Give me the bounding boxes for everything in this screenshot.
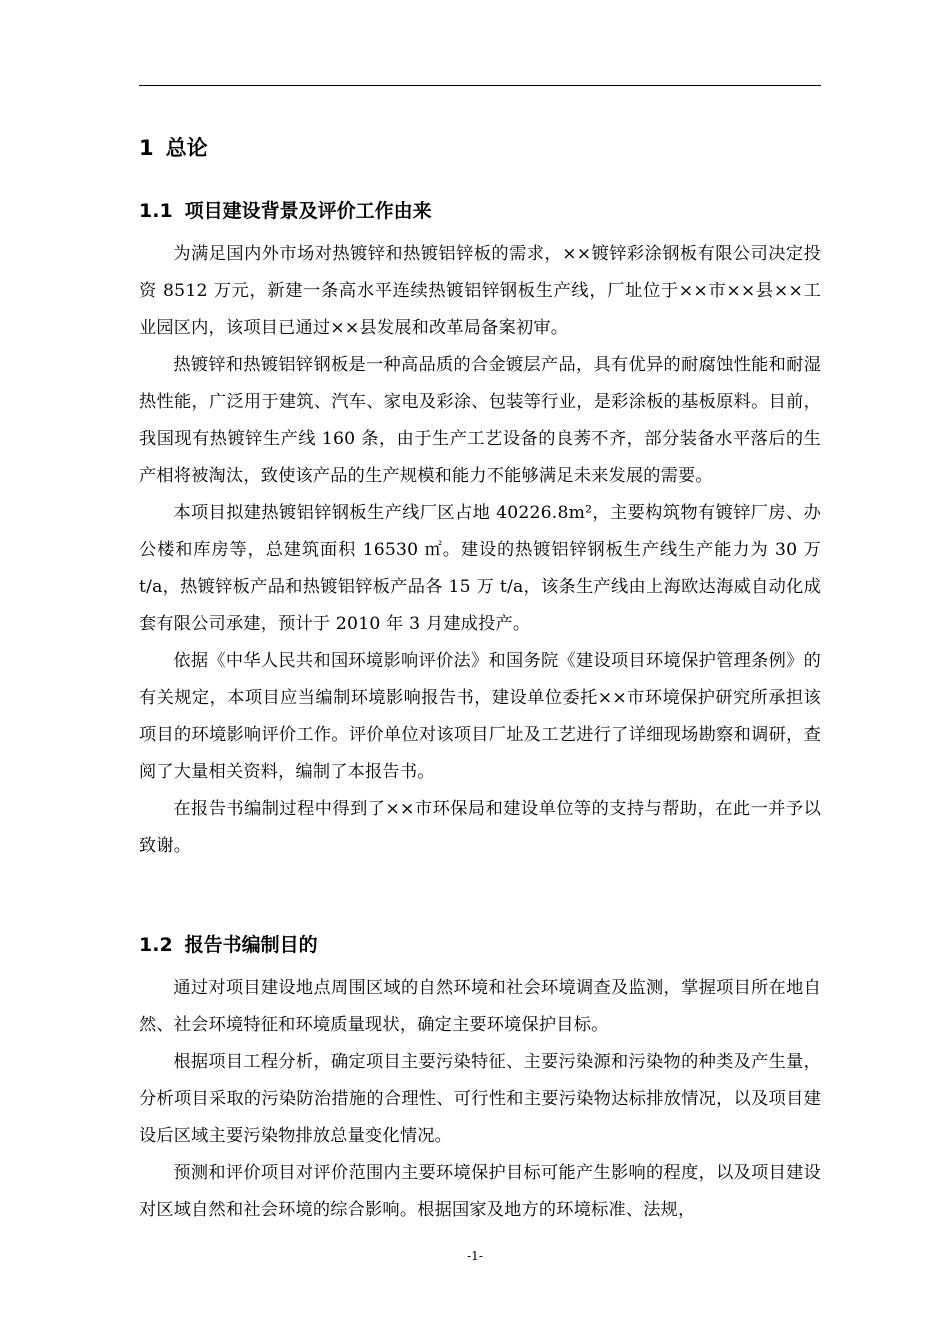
page-number: -1- bbox=[467, 1249, 483, 1263]
paragraph: 根据项目工程分析，确定项目主要污染特征、主要污染源和污染物的种类及产生量，分析项目采取的污染防治措施的合理性、可行性和主要污染物达标排放情况，以及项目建设后区域主要污染物排放总量变化情况。 bbox=[139, 1052, 821, 1146]
section-body-1-1 bbox=[139, 236, 821, 865]
section-heading-1-1 bbox=[139, 198, 432, 224]
paragraph: 热镀锌和热镀铝锌钢板是一种高品质的合金镀层产品，具有优异的耐腐蚀性能和耐湿热性能，广泛用于建筑、汽车、家电及彩涂、包装等行业，是彩涂板的基板原料。目前，我国现有热镀锌生产线 160 条，由于生产工艺设备的良莠不齐，部分装备水平落后的生产相将被淘汰，致使该产品的生产规模和能力不能够满足未来发展的需要。 bbox=[139, 355, 821, 486]
header-rule bbox=[139, 85, 821, 86]
chapter-heading bbox=[139, 134, 208, 162]
paragraph: 为满足国内外市场对热镀锌和热镀铝锌板的需求，××镀锌彩涂钢板有限公司决定投资 8512 万元，新建一条高水平连续热镀铝锌钢板生产线，厂址位于××市××县××工业园区内，该项目已通过××县发展和改革局备案初审。 bbox=[139, 244, 821, 338]
paragraph: 依据《中华人民共和国环境影响评价法》和国务院《建设项目环境保护管理条例》的有关规定，本项目应当编制环境影响报告书，建设单位委托××市环境保护研究所承担该项目的环境影响评价工作。评价单位对该项目厂址及工艺进行了详细现场勘察和调研，查阅了大量相关资料，编制了本报告书。 bbox=[139, 651, 821, 782]
section-number: 1.1 bbox=[139, 200, 173, 222]
section-title: 报告书编制目的 bbox=[184, 934, 318, 956]
section-heading-1-2 bbox=[139, 932, 318, 958]
paragraph: 通过对项目建设地点周围区域的自然环境和社会环境调查及监测，掌握项目所在地自然、社会环境特征和环境质量现状，确定主要环境保护目标。 bbox=[139, 978, 821, 1035]
paragraph: 在报告书编制过程中得到了××市环保局和建设单位等的支持与帮助，在此一并予以致谢。 bbox=[139, 799, 821, 856]
chapter-title: 总论 bbox=[165, 136, 208, 160]
chapter-number: 1 bbox=[139, 136, 154, 160]
section-number: 1.2 bbox=[139, 934, 173, 956]
paragraph: 预测和评价项目对评价范围内主要环境保护目标可能产生影响的程度，以及项目建设对区域自然和社会环境的综合影响。根据国家及地方的环境标准、法规， bbox=[139, 1163, 821, 1220]
section-title: 项目建设背景及评价工作由来 bbox=[184, 200, 432, 222]
section-body-1-2 bbox=[139, 970, 821, 1229]
paragraph: 本项目拟建热镀铝锌钢板生产线厂区占地 40226.8m²，主要构筑物有镀锌厂房、办公楼和库房等，总建筑面积 16530 ㎡。建设的热镀铝锌钢板生产线生产能力为 30 万 t/a，热镀锌板产品和热镀铝锌板产品各 15 万 t/a，该条生产线由上海欧达海威自动化成套有限公司承建，预计于 2010 年 3 月建成投产。 bbox=[139, 503, 821, 634]
